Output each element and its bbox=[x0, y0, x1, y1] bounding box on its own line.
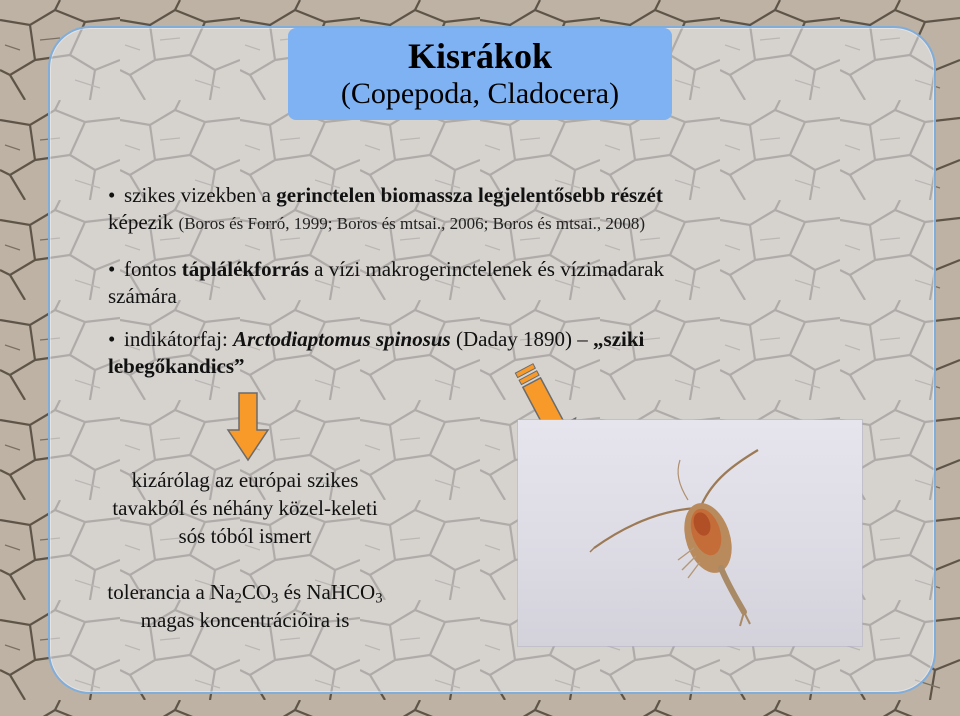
bullet-dot: • bbox=[108, 183, 116, 207]
distribution-text: kizárólag az európai szikes tavakból és néhány közel-keleti sós tóból ismert bbox=[112, 468, 378, 548]
arrow-down-icon bbox=[226, 392, 270, 462]
copepod-illustration bbox=[518, 420, 862, 646]
tolerance-text: tolerancia a $Na_2CO_3$ és NaHCO$_3$ magas koncentrációira is bbox=[107, 580, 383, 632]
bullet-item-food-source: • fontos táplálékforrás a vízi makrogerinctelenek és vízimadarak számára bbox=[108, 257, 664, 308]
copepod-photo bbox=[518, 420, 862, 646]
reference-citation: (Boros és Forró, 1999; Boros és mtsai., 2006; Boros és mtsai., 2008) bbox=[178, 214, 646, 233]
bullet-dot: • bbox=[108, 327, 116, 351]
bullet-item-indicator: • indikátorfaj: Arctodiaptomus spinosus (Daday 1890) – „sziki lebegőkandics” bbox=[108, 327, 645, 378]
title-box bbox=[288, 28, 672, 120]
bullet-dot: • bbox=[108, 257, 116, 281]
bullet-item-biomass: • szikes vizekben a gerinctelen biomassza legjelentősebb részét képezik (Boros és Forró, 1999; Boros és mtsai., 2006; Boros és mtsai., 2008) bbox=[108, 183, 663, 234]
page-subtitle: (Copepoda, Cladocera) bbox=[340, 77, 620, 110]
page-title: Kisrákok bbox=[407, 36, 553, 76]
